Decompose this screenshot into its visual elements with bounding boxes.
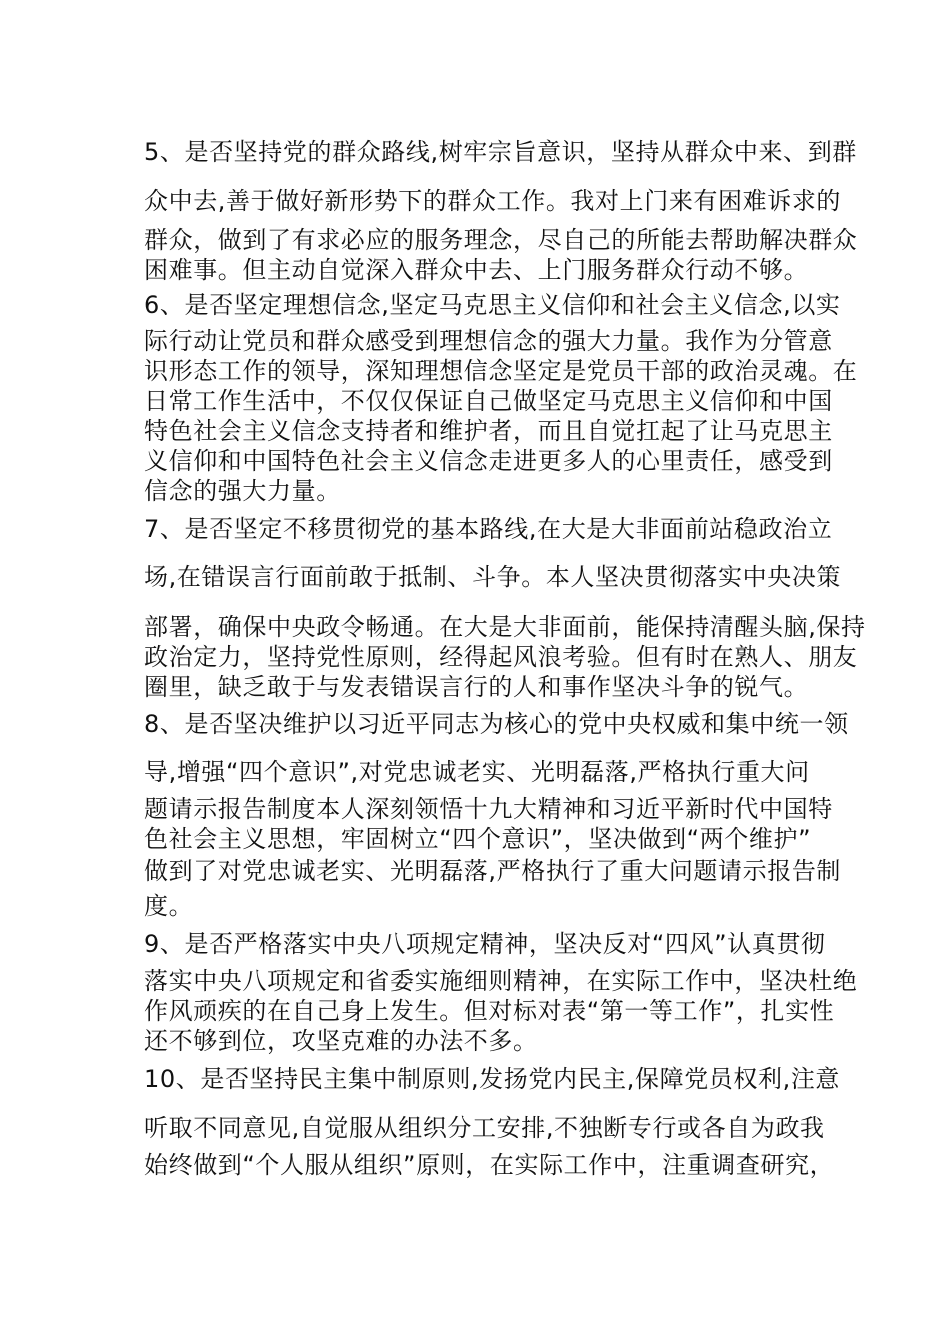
text-line: 8、是否坚决维护以习近平同志为核心的党中央权威和集中统一领 [144,710,849,738]
text-line: 政治定力，坚持党性原则，经得起风浪考验。但有时在熟人、朋友 [144,643,858,671]
text-line: 识形态工作的领导，深知理想信念坚定是党员干部的政治灵魂。在 [144,357,858,385]
text-line: 群众，做到了有求必应的服务理念，尽自己的所能去帮助解决群众 [144,226,858,254]
text-line: 特色社会主义信念支持者和维护者，而且自觉扛起了让马克思主 [144,417,833,445]
text-line: 听取不同意见,自觉服从组织分工安排,不独断专行或各自为政我 [144,1114,825,1142]
text-line: 场,在错误言行面前敢于抵制、斗争。本人坚决贯彻落实中央决策 [144,563,842,591]
text-line: 做到了对党忠诚老实、光明磊落,严格执行了重大问题请示报告制 [144,857,842,885]
text-line: 始终做到“个人服从组织”原则，在实际工作中，注重调查研究， [144,1151,835,1179]
text-line: 色社会主义思想，牢固树立“四个意识”，坚决做到“两个维护” [144,825,812,853]
text-line: 导,增强“四个意识”,对党忠诚老实、光明磊落,严格执行重大问 [144,758,810,786]
text-line: 7、是否坚定不移贯彻党的基本路线,在大是大非面前站稳政治立 [144,515,833,543]
text-line: 9、是否严格落实中央八项规定精神，坚决反对“四风”认真贯彻 [144,930,826,958]
text-line: 6、是否坚定理想信念,坚定马克思主义信仰和社会主义信念,以实 [144,291,841,319]
text-line: 度。 [144,892,194,920]
text-line: 落实中央八项规定和省委实施细则精神，在实际工作中，坚决杜绝 [144,967,858,995]
text-line: 5、是否坚持党的群众路线,树牢宗旨意识，坚持从群众中来、到群 [144,138,857,166]
text-line: 困难事。但主动自觉深入群众中去、上门服务群众行动不够。 [144,256,809,284]
text-line: 义信仰和中国特色社会主义信念走进更多人的心里责任，感受到 [144,447,833,475]
text-line: 作风顽疾的在自己身上发生。但对标对表“第一等工作”，扎实性 [144,997,835,1025]
text-line: 际行动让党员和群众感受到理想信念的强大力量。我作为分管意 [144,327,833,355]
text-line: 圈里，缺乏敢于与发表错误言行的人和事作坚决斗争的锐气。 [144,673,809,701]
text-line: 还不够到位，攻坚克难的办法不多。 [144,1027,538,1055]
text-line: 10、是否坚持民主集中制原则,发扬党内民主,保障党员权利,注意 [144,1065,841,1093]
text-line: 日常工作生活中，不仅仅保证自己做坚定马克思主义信仰和中国 [144,387,833,415]
text-line: 题请示报告制度本人深刻领悟十九大精神和习近平新时代中国特 [144,795,833,823]
text-line: 信念的强大力量。 [144,477,341,505]
text-line: 众中去,善于做好新形势下的群众工作。我对上门来有困难诉求的 [144,187,842,215]
text-line: 部署，确保中央政令畅通。在大是大非面前，能保持清醒头脑,保持 [144,613,866,641]
